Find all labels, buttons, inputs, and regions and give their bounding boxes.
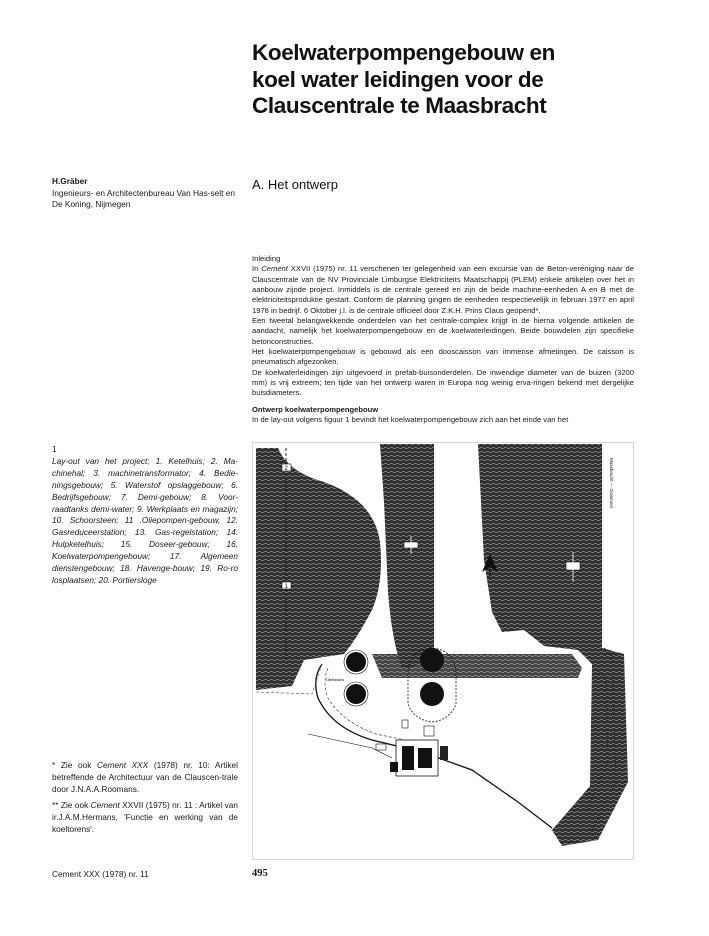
paragraph-1-post: XXVII (1975) nr. 11 verschenen ter gelegenheid van een excursie van de Beton-vereniging naar de Clauscentrale van de NV Provinciale Limburgse Elektriciteits Maatschappij (PLEM) enkele artikelen over het in aanbouw zijnde project. Inmiddels is de centrale gereed en zijn de beide machine-eenheden A en B met de elektriciteitsproduktie gestart. Conform de planning gingen de eenheden respectievelijk in februari 1977 en april 1978 in bedrijf. 6 Oktober j.l. is de centrale officieel door Z.K.H. Prins Claus geopend*. <box>252 264 635 315</box>
footnote-1-post: (1978) nr. 10: Artikel betreffende de Architectuur van de Clauscen-trale door J.N.A.A.Roomans. <box>52 760 238 794</box>
journal-name: Cement <box>261 264 288 274</box>
article-subtitle: A. Het ontwerp <box>252 177 338 192</box>
marker-label-2: 2 <box>284 466 288 472</box>
page-number: 495 <box>252 868 268 879</box>
paragraph-1 <box>252 264 634 316</box>
footnote-2-post: XXVII (1975) nr. 11 : Artikel van ir.J.A.M.Hermans, 'Functie en werking van de koeltorens'. <box>52 800 238 834</box>
footnote-2-pre: ** Zie ook <box>52 800 91 810</box>
intro-heading: Inleiding <box>252 254 281 263</box>
title-line-2: koel water leidingen voor de <box>252 66 544 92</box>
journal-footer: Cement XXX (1978) nr. 11 <box>52 869 149 879</box>
article-title <box>252 40 692 120</box>
footnote-2-journal: Cement <box>90 800 120 810</box>
author-affiliation: Ingenieurs- en Architectenbureau Van Has-selt en De Koning, Nijmegen <box>52 187 235 209</box>
paragraph-2: Een tweetal belangwekkende onderdelen van het centrale-complex krijgt in de hierna volgende artikelen de aandacht, namelijk het koelwaterpompengebouw en de koelwaterleidingen. Beide bouwdelen zijn specifieke betonconstructies. <box>252 316 634 346</box>
canal-side-labels <box>609 458 614 509</box>
section-heading: Ontwerp koelwaterpompengebouw <box>252 404 379 414</box>
paragraph-4: De koelwaterleidingen zijn uitgevoerd in prefab-buisonderdelen. De inwendige diameter van de buizen (3200 mm) is vrij extreem; ten tijde van het ontwerp waren in Europa nog weinig erva-ringen bekend met dergelijke buisdiameters. <box>252 367 634 398</box>
canal-label: Maasbracht — Ooiamnet <box>609 458 614 509</box>
footnote-1-journal: Cement XXX <box>96 760 149 770</box>
section-paragraph: In de lay-out volgens figuur 1 bevindt het koelwaterpompengebouw zich aan het einde van het <box>252 415 569 425</box>
footnote-2 <box>52 800 238 836</box>
tank-area-label: Oliebassins <box>326 678 345 682</box>
title-line-1: Koelwaterpompengebouw en <box>252 40 555 65</box>
site-layout-map <box>252 442 634 860</box>
marker-label-1: 1 <box>284 584 288 590</box>
water-lower-band <box>372 654 582 678</box>
figure-number: 1 <box>52 444 57 454</box>
figure-caption-text: Lay-out van het project; 1. Ketelhuis; 2. Ma-chinehal; 3. machinetransformator; 4. Bedie-ningsgebouw; 5. Waterstof opslaggebouw; 6. Bedrijfsgebouw; 7. Demi-gebouw; 8. Voor-raadtanks demi-water; 9. Werkplaats en magazijn; 10. Schoorsteen; 11 .Oliepompen-gebouw, 12. Gasreducеerstation; 13. Gas-regelstation; 14. Hulpketelhuis; 15. Doseer-gebouw; 16. Koelwaterpompengebouw; 17. Algemeen dienstengebouw; 18. Havenge-bouw; 19. Ro-ro losplaatsen; 20. Portiersloge <box>52 455 238 585</box>
figure-caption <box>52 444 238 587</box>
paragraph-1-pre: In <box>252 264 262 274</box>
footnote-1 <box>52 760 238 796</box>
footnote-1-pre: * Zie ook <box>52 760 97 770</box>
title-line-3: Clauscentrale te Maasbracht <box>252 93 547 118</box>
body-text <box>252 254 634 426</box>
paragraph-3: Het koelwaterpompengebouw is gebouwd als een dooscaisson van immense afmetingen. De caisson is pneumatisch afgezonken. <box>252 347 634 367</box>
author-name: H.Gräber <box>52 176 88 186</box>
author-block <box>52 176 238 211</box>
